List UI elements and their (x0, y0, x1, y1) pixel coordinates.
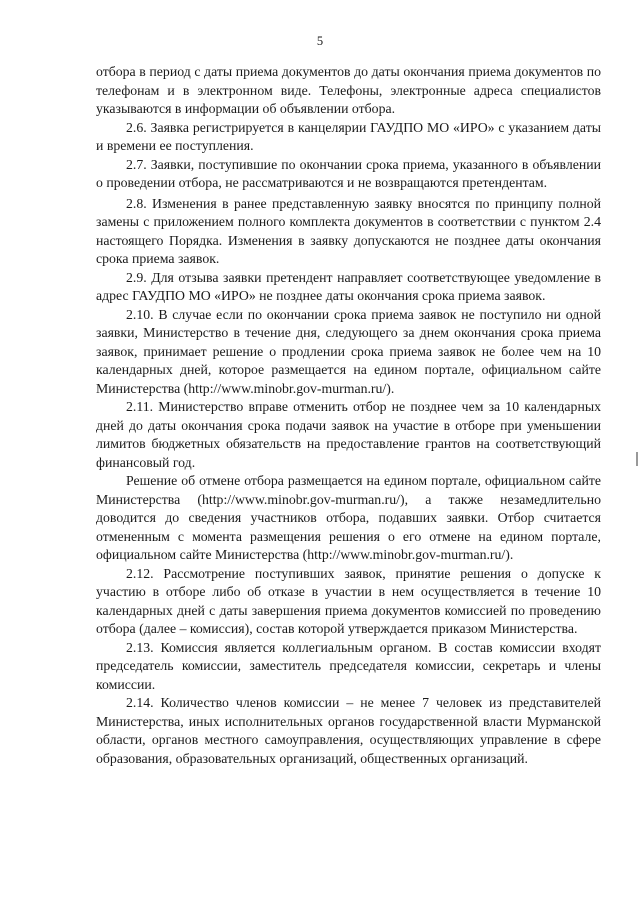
paragraph-2-13: 2.13. Комиссия является коллегиальным органом. В состав комиссии входят председатель комиссии, заместитель председателя комиссии, секретарь и члены комиссии. (96, 639, 601, 692)
paragraph-2-12: 2.12. Рассмотрение поступивших заявок, принятие решения о допуске к участию в отборе либо об отказе в участии в нем осуществляется в течение 10 календарных дней с даты завершения приема документов комиссией по проведению отбора (далее – комиссия), состав которой утверждается приказом Министерства. (96, 565, 601, 636)
page-number: 5 (316, 34, 324, 48)
paragraph-2-10: 2.10. В случае если по окончании срока приема заявок не поступило ни одной заявки, Министерство в течение дня, следующего за днем окончания срока приема заявок, принимает решение о продлении срока приема заявок не более чем на 10 календарных дней, которое размещается на едином портале, официальном сайте Министерства (http://www.minobr.gov-murman.ru/). (96, 306, 601, 396)
paragraph-2-9: 2.9. Для отзыва заявки претендент направляет соответствующее уведомление в адрес ГАУДПО МО «ИРО» не позднее даты окончания срока приема заявок. (96, 269, 601, 303)
paragraph-2-7: 2.7. Заявки, поступившие по окончании срока приема, указанного в объявлении о проведении отбора, не рассматриваются и не возвращаются претендентам. (96, 156, 601, 190)
document-body (96, 63, 601, 768)
paragraph-2-14: 2.14. Количество членов комиссии – не менее 7 человек из представителей Министерства, иных исполнительных органов государственной власти Мурманской области, органов местного самоуправления, осуществляющих управление в сфере образования, образовательных организаций, общественных организаций. (96, 695, 601, 766)
scan-edge-mark (636, 452, 638, 466)
paragraph-2-11: 2.11. Министерство вправе отменить отбор не позднее чем за 10 календарных дней до даты окончания срока подачи заявок на участие в отборе при уменьшении лимитов бюджетных обязательств на предоставление грантов на соответствующий финансовый год. (96, 399, 601, 470)
paragraph-cancellation-notice: Решение об отмене отбора размещается на едином портале, официальном сайте Министерства (http://www.minobr.gov-murman.ru/), а также незамедлительно доводится до сведения участников отбора, подавших заявки. Отбор считается отмененным с момента размещения решения о его отмене на едином портале, официальном сайте Министерства (http://www.minobr.gov-murman.ru/). (96, 473, 601, 562)
paragraph-continuation: отбора в период с даты приема документов до даты окончания приема документов по телефонам и в электронном виде. Телефоны, электронные адреса специалистов указываются в информации об объявлении отбора. (96, 64, 601, 116)
paragraph-2-6: 2.6. Заявка регистрируется в канцелярии ГАУДПО МО «ИРО» с указанием даты и времени ее поступления. (96, 119, 601, 153)
paragraph-2-8: 2.8. Изменения в ранее представленную заявку вносятся по принципу полной замены с приложением полного комплекта документов в соответствии с пунктом 2.4 настоящего Порядка. Изменения в заявку допускаются не позднее даты окончания срока приема заявок. (96, 195, 601, 266)
